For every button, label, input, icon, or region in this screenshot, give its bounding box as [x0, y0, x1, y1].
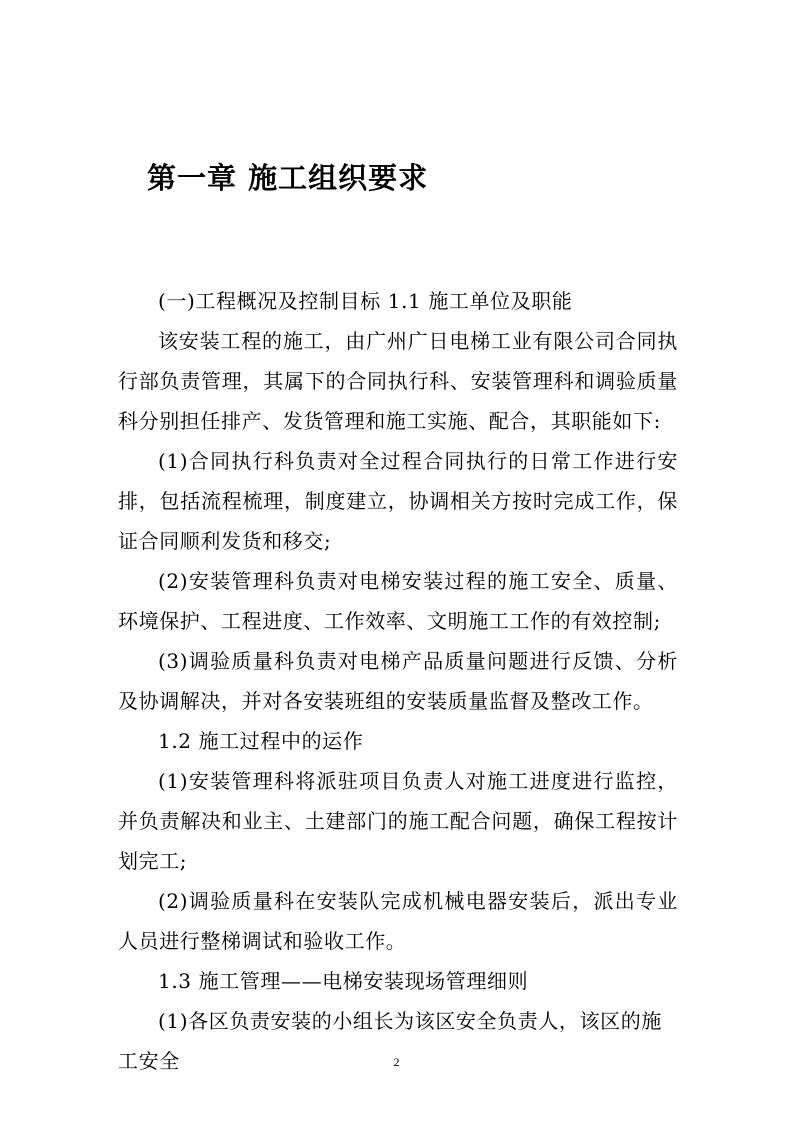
page-number: 2: [393, 1055, 400, 1069]
paragraph: (3)调验质量科负责对电梯产品质量问题进行反馈、分析及协调解决，并对各安装班组的安装质量监督及整改工作。: [118, 649, 678, 713]
section-heading: 1.3 施工管理——电梯安装现场管理细则: [158, 969, 529, 993]
section-heading: (一)工程概况及控制目标 1.1 施工单位及职能: [158, 289, 573, 313]
paragraph: (2)调验质量科在安装队完成机械电器安装后，派出专业人员进行整梯调试和验收工作。: [118, 889, 678, 953]
paragraph: (2)安装管理科负责对电梯安装过程的施工安全、质量、环境保护、工程进度、工作效率、文明施工工作的有效控制;: [118, 569, 678, 633]
paragraph: (1)安装管理科将派驻项目负责人对施工进度进行监控，并负责解决和业主、土建部门的施工配合问题，确保工程按计划完工;: [118, 769, 678, 873]
paragraph: 该安装工程的施工，由广州广日电梯工业有限公司合同执行部负责管理，其属下的合同执行科、安装管理科和调验质量科分别担任排产、发货管理和施工实施、配合，其职能如下:: [118, 329, 678, 433]
section-heading: 1.2 施工过程中的运作: [158, 729, 364, 753]
paragraph: (1)各区负责安装的小组长为该区安全负责人，该区的施工安全: [118, 1009, 662, 1073]
document-body: [118, 281, 678, 1081]
chapter-title: 第一章 施工组织要求: [147, 161, 429, 195]
paragraph: (1)合同执行科负责对全过程合同执行的日常工作进行安排，包括流程梳理，制度建立，协调相关方按时完成工作，保证合同顺利发货和移交;: [118, 449, 678, 553]
